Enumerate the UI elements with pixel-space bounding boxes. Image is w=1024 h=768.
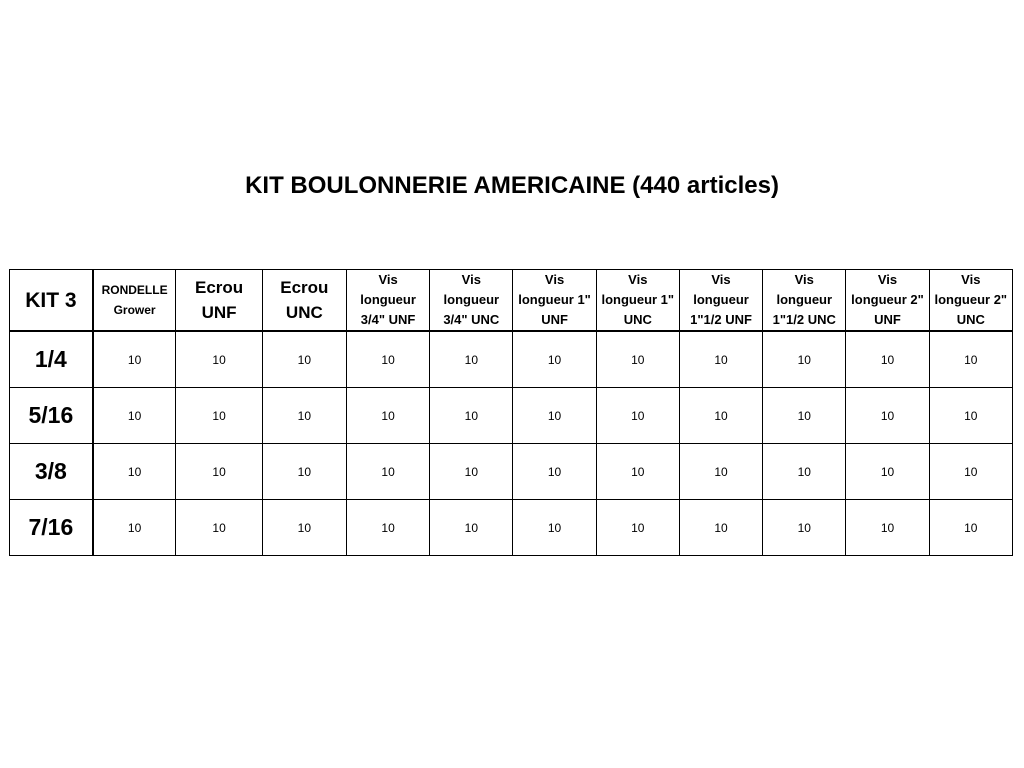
quantity-cell: 10 [763,500,846,556]
column-header-vis-1-1-2-unc: Vis longueur 1"1/2 UNC [763,270,846,332]
table-row [10,388,1013,444]
kit-label: KIT 3 [10,270,93,332]
quantity-cell: 10 [346,388,429,444]
quantity-cell: 10 [763,388,846,444]
quantity-cell: 10 [679,500,762,556]
quantity-cell: 10 [929,500,1012,556]
quantity-cell: 10 [846,331,929,388]
page-title: KIT BOULONNERIE AMERICAINE (440 articles) [245,172,779,199]
header-row [10,270,1013,332]
quantity-cell: 10 [929,331,1012,388]
column-header-vis-2-unf: Vis longueur 2" UNF [846,270,929,332]
quantity-cell: 10 [262,500,346,556]
quantity-cell: 10 [176,444,262,500]
quantity-cell: 10 [346,444,429,500]
quantity-cell: 10 [929,444,1012,500]
column-header-vis-3-4-unf: Vis longueur 3/4" UNF [346,270,429,332]
quantity-cell: 10 [679,388,762,444]
quantity-cell: 10 [846,500,929,556]
quantity-cell: 10 [679,444,762,500]
quantity-cell: 10 [513,500,596,556]
row-size-label: 5/16 [10,388,93,444]
quantity-cell: 10 [596,388,679,444]
column-header-ecrou-unc: Ecrou UNC [262,270,346,332]
kit-table [9,269,1013,556]
column-header-vis-3-4-unc: Vis longueur 3/4" UNC [430,270,513,332]
quantity-cell: 10 [176,331,262,388]
quantity-cell: 10 [929,388,1012,444]
quantity-cell: 10 [176,388,262,444]
quantity-cell: 10 [513,331,596,388]
quantity-cell: 10 [346,500,429,556]
quantity-cell: 10 [679,331,762,388]
quantity-cell: 10 [846,388,929,444]
row-size-label: 1/4 [10,331,93,388]
quantity-cell: 10 [763,444,846,500]
table-row [10,331,1013,388]
quantity-cell: 10 [596,331,679,388]
column-header-ecrou-unf: Ecrou UNF [176,270,262,332]
quantity-cell: 10 [346,331,429,388]
table-row [10,500,1013,556]
quantity-cell: 10 [93,331,176,388]
column-header-vis-1-unc: Vis longueur 1" UNC [596,270,679,332]
quantity-cell: 10 [430,500,513,556]
quantity-cell: 10 [846,444,929,500]
quantity-cell: 10 [262,444,346,500]
quantity-cell: 10 [262,331,346,388]
quantity-cell: 10 [430,444,513,500]
quantity-cell: 10 [763,331,846,388]
quantity-cell: 10 [596,444,679,500]
quantity-cell: 10 [176,500,262,556]
quantity-cell: 10 [93,444,176,500]
column-header-rondelle: RONDELLE Grower [93,270,176,332]
row-size-label: 7/16 [10,500,93,556]
quantity-cell: 10 [93,500,176,556]
table-row [10,444,1013,500]
column-header-vis-1-unf: Vis longueur 1" UNF [513,270,596,332]
column-header-vis-1-1-2-unf: Vis longueur 1"1/2 UNF [679,270,762,332]
quantity-cell: 10 [430,331,513,388]
quantity-cell: 10 [513,444,596,500]
quantity-cell: 10 [93,388,176,444]
quantity-cell: 10 [513,388,596,444]
quantity-cell: 10 [262,388,346,444]
quantity-cell: 10 [596,500,679,556]
row-size-label: 3/8 [10,444,93,500]
column-header-vis-2-unc: Vis longueur 2" UNC [929,270,1012,332]
quantity-cell: 10 [430,388,513,444]
